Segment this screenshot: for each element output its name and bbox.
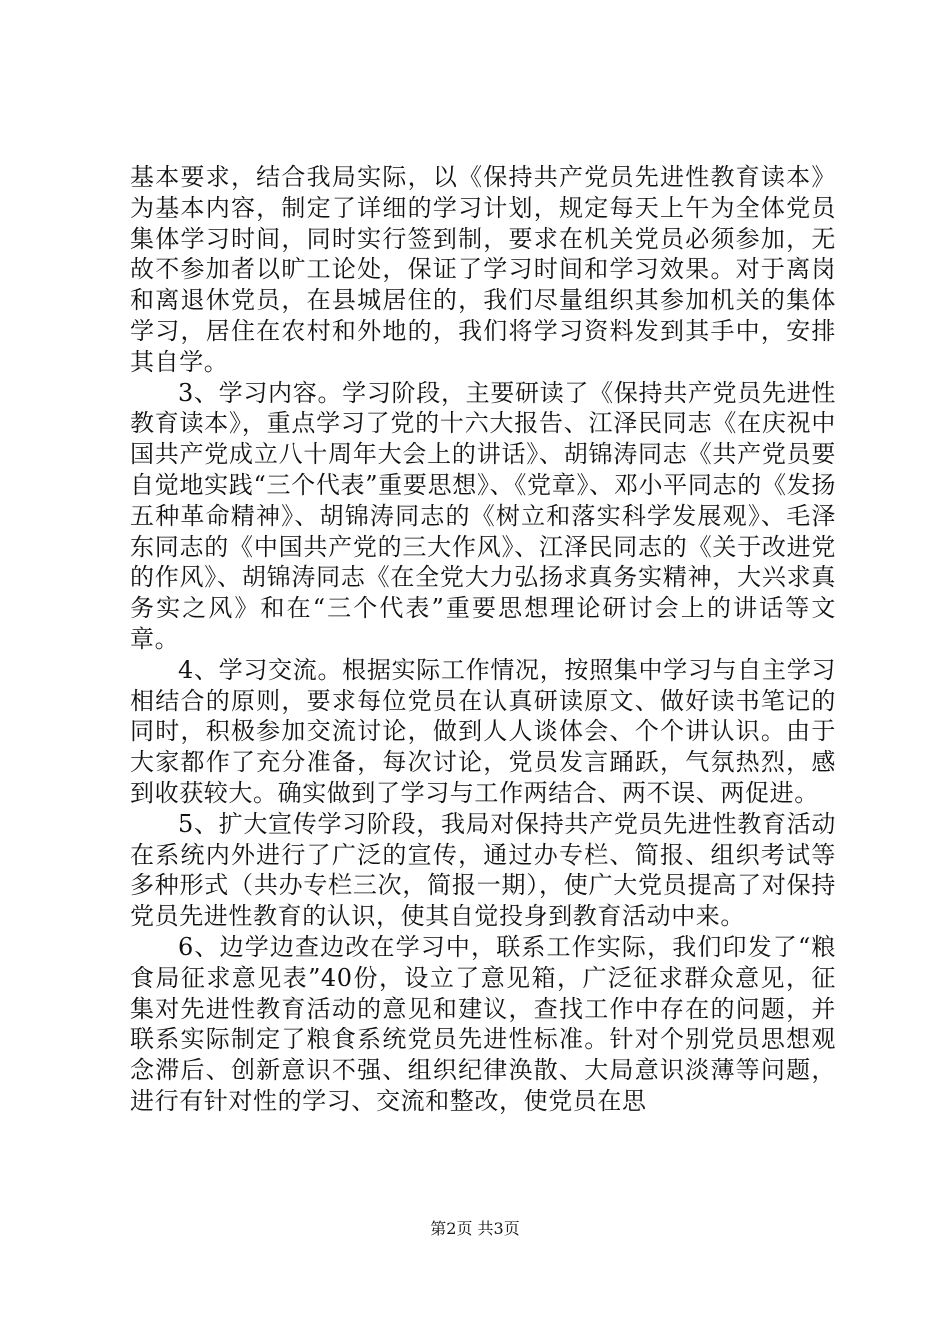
page-footer [0, 1216, 950, 1239]
paragraph-study-check-correct: 6、边学边查边改在学习中，联系工作实际，我们印发了“粮食局征求意见表”40份，设立了意见箱，广泛征求群众意见，征集对先进性教育活动的意见和建议，查找工作中存在的问题，并联系实际制定了粮食系统党员先进性标准。针对个别党员思想观念滞后、创新意识不强、组织纪律涣散、大局意识淡薄等问题，进行有针对性的学习、交流和整改，使党员在思 [130, 932, 836, 1115]
document-body [130, 162, 836, 1117]
paragraph-publicity: 5、扩大宣传学习阶段，我局对保持共产党员先进性教育活动在系统内外进行了广泛的宣传，通过办专栏、简报、组织考试等多种形式（共办专栏三次，简报一期），使广大党员提高了对保持党员先进性教育的认识，使其自觉投身到教育活动中来。 [130, 809, 836, 931]
paragraph-study-exchange: 4、学习交流。根据实际工作情况，按照集中学习与自主学习相结合的原则，要求每位党员在认真研读原文、做好读书笔记的同时，积极参加交流讨论，做到人人谈体会、个个讲认识。由于大家都作了充分准备，每次讨论，党员发言踊跃，气氛热烈，感到收获较大。确实做到了学习与工作两结合、两不误、两促进。 [130, 655, 836, 807]
paragraph-study-content: 3、学习内容。学习阶段，主要研读了《保持共产党员先进性教育读本》，重点学习了党的十六大报告、江泽民同志《在庆祝中国共产党成立八十周年大会上的讲话》、胡锦涛同志《共产党员要自觉地实践“三个代表”重要思想》、《党章》、邓小平同志的《发扬五种革命精神》、胡锦涛同志的《树立和落实科学发展观》、毛泽东同志的《中国共产党的三大作风》、江泽民同志的《关于改进党的作风》、胡锦涛同志《在全党大力弘扬求真务实精神，大兴求真务实之风》和在“三个代表”重要思想理论研讨会上的讲话等文章。 [130, 378, 836, 653]
paragraph-study-arrangement: 基本要求，结合我局实际，以《保持共产党员先进性教育读本》为基本内容，制定了详细的学习计划，规定每天上午为全体党员集体学习时间，同时实行签到制，要求在机关党员必须参加，无故不参加者以旷工论处，保证了学习时间和学习效果。对于离岗和离退休党员，在县城居住的，我们尽量组织其参加机关的集体学习，居住在农村和外地的，我们将学习资料发到其手中，安排其自学。 [130, 163, 836, 376]
page-number-label: 第2页 共3页 [430, 1219, 520, 1238]
